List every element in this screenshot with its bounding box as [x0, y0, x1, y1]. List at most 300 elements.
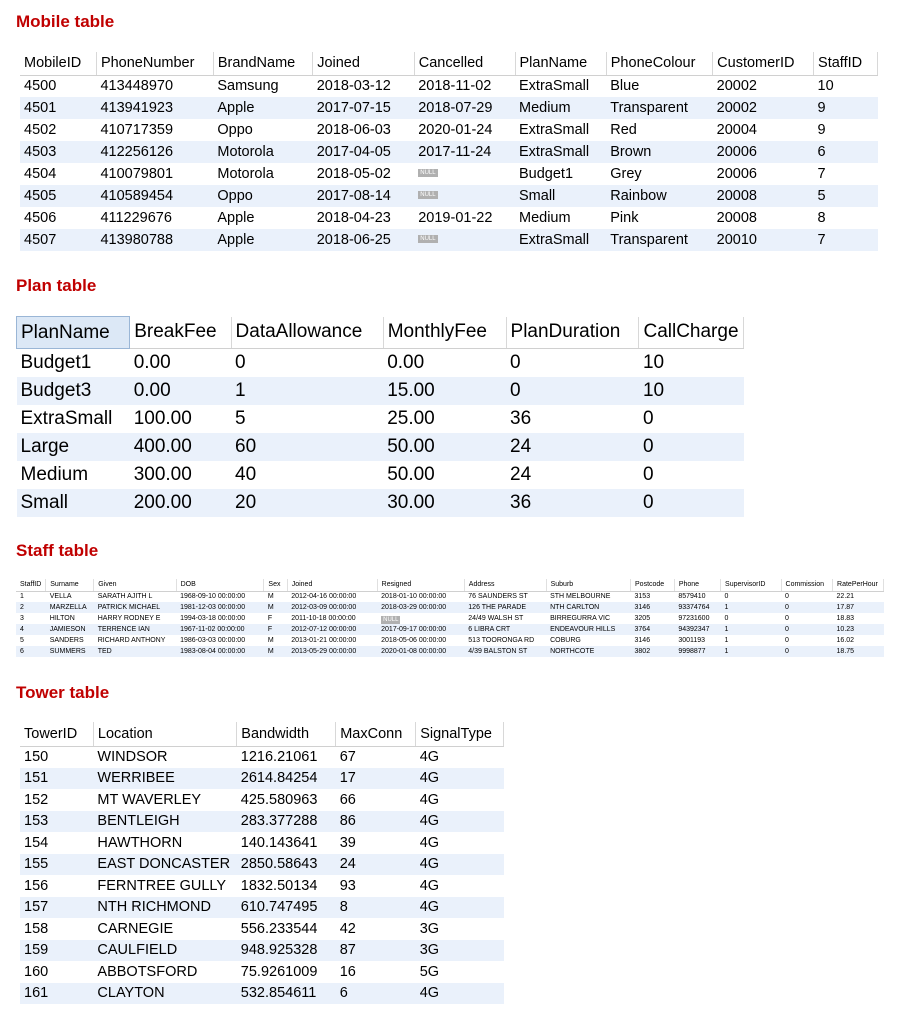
plan-cell: 300.00 [133, 463, 192, 485]
staff-cell: 2012-03-09 00:00:00 [287, 602, 377, 613]
tower-cell: CAULFIELD [93, 940, 236, 962]
tower-body [20, 746, 504, 1004]
staff-col-header: Address [464, 579, 546, 591]
tower-cell: 556.233544 [240, 920, 318, 937]
staff-col-header: Sex [264, 579, 287, 591]
tower-cell: 4G [416, 768, 504, 790]
staff-cell: 3153 [634, 593, 651, 601]
tower-table [20, 722, 504, 1004]
staff-cell: 1981-12-03 00:00:00 [176, 602, 264, 613]
null-marker: NULL [383, 617, 399, 623]
mobile-cell: 20006 [716, 166, 757, 182]
plan-col-header: PlanName [17, 317, 130, 349]
mobile-cell: 2018-06-25 [313, 229, 415, 251]
staff-cell: 0 [724, 593, 729, 601]
staff-header-row [16, 579, 884, 591]
plan-cell: Budget1 [20, 351, 92, 373]
staff-cell: 10.23 [833, 624, 884, 635]
plan-cell: Medium [20, 463, 89, 485]
staff-cell: F [264, 624, 287, 635]
staff-cell: 1986-03-03 00:00:00 [180, 637, 246, 644]
plan-cell: 0.00 [130, 377, 231, 405]
staff-cell: 16.02 [836, 637, 855, 644]
tower-cell: 160 [24, 963, 49, 980]
tower-cell: 5G [419, 963, 440, 980]
staff-cell: 18.83 [836, 615, 855, 622]
tower-col-header: Bandwidth [237, 722, 336, 746]
plan-cell: ExtraSmall [20, 407, 113, 429]
tower-row [20, 811, 504, 833]
null-marker: NULL [420, 170, 436, 176]
staff-row [16, 635, 884, 646]
plan-cell: 0 [642, 407, 654, 429]
staff-row [16, 591, 884, 602]
staff-col-header: Postcode [631, 579, 675, 591]
staff-cell: 5 [20, 637, 24, 644]
tower-cell: 1216.21061 [240, 749, 318, 765]
tower-cell: HAWTHORN [97, 834, 183, 851]
staff-cell: 6 LIBRA CRT [464, 624, 546, 635]
staff-row [16, 624, 884, 635]
staff-cell: 97231600 [678, 615, 710, 622]
staff-cell: 9998877 [674, 646, 720, 657]
tower-cell: 3G [416, 940, 504, 962]
plan-row [17, 405, 744, 433]
tower-row [20, 854, 504, 876]
mobile-cell: 413448970 [100, 78, 174, 95]
null-marker: NULL [420, 192, 436, 198]
mobile-cell: Blue [610, 78, 640, 95]
tower-cell: 156 [24, 877, 49, 894]
mobile-cell: Rainbow [606, 185, 712, 207]
tower-cell: 151 [20, 768, 93, 790]
plan-cell: 200.00 [130, 489, 231, 517]
mobile-col-header: MobileID [20, 52, 96, 75]
mobile-col-header: PhoneColour [606, 52, 712, 75]
tower-col-header: Location [93, 722, 236, 746]
tower-cell: 2850.58643 [237, 854, 336, 876]
staff-cell: 0 [785, 593, 789, 601]
mobile-col-header: CustomerID [713, 52, 814, 75]
mobile-cell: Apple [213, 97, 312, 119]
staff-cell: 3146 [631, 602, 675, 613]
tower-cell: 4G [419, 834, 440, 851]
mobile-row [20, 229, 878, 251]
mobile-cell: 9 [814, 97, 878, 119]
mobile-cell: 410589454 [96, 185, 213, 207]
mobile-cell: 6 [814, 141, 878, 163]
tower-cell: 140.143641 [240, 834, 318, 851]
mobile-cell: 4503 [20, 141, 96, 163]
plan-cell: 50.00 [387, 463, 435, 485]
staff-cell: 1967-11-02 00:00:00 [176, 624, 264, 635]
staff-cell: ENDEAVOUR HILLS [546, 624, 630, 635]
plan-col-header: PlanDuration [506, 317, 639, 349]
staff-cell: 24/49 WALSH ST [468, 615, 524, 622]
plan-cell: 0 [235, 351, 246, 373]
mobile-cell: ExtraSmall [519, 122, 590, 138]
mobile-cell: 4502 [24, 122, 57, 138]
mobile-cell: 411229676 [100, 210, 172, 226]
tower-cell: 154 [24, 834, 49, 851]
tower-cell: FERNTREE GULLY [97, 877, 227, 894]
mobile-cell: 4505 [20, 185, 96, 207]
staff-cell: 1 [721, 602, 781, 613]
mobile-table [20, 52, 878, 251]
staff-col-header: Commission [781, 579, 833, 591]
mobile-cell: 413941923 [96, 97, 213, 119]
plan-cell: 50.00 [383, 433, 506, 461]
staff-col-header: Surname [46, 579, 94, 591]
tower-cell: 66 [339, 791, 356, 808]
staff-cell: TED [94, 646, 176, 657]
staff-cell: 513 TOORONGA RD [468, 637, 535, 644]
staff-cell: SANDERS [49, 637, 84, 644]
staff-cell: 3802 [631, 646, 675, 657]
plan-col-header: DataAllowance [231, 317, 383, 349]
mobile-cell: 4504 [24, 166, 57, 182]
staff-row [16, 602, 884, 613]
mobile-cell: ExtraSmall [515, 229, 606, 251]
tower-cell: 16 [339, 963, 356, 980]
staff-cell: 4/39 BALSTON ST [464, 646, 546, 657]
tower-row [20, 897, 504, 919]
plan-row [17, 489, 744, 517]
tower-cell: 17 [336, 768, 416, 790]
tower-row [20, 768, 504, 790]
tower-cell: CARNEGIE [97, 920, 174, 937]
tower-cell: 87 [336, 940, 416, 962]
staff-cell: HARRY RODNEY E [97, 615, 161, 622]
mobile-cell: Samsung [217, 78, 279, 95]
staff-table [16, 579, 884, 657]
tower-cell: 158 [24, 920, 49, 937]
plan-row [17, 349, 744, 377]
mobile-cell: 2018-03-12 [316, 78, 391, 95]
mobile-cell: 10 [817, 78, 834, 95]
plan-cell: 10 [642, 351, 665, 373]
tower-cell: 3G [419, 920, 440, 937]
staff-cell: 0 [781, 646, 833, 657]
tower-cell: BENTLEIGH [93, 811, 236, 833]
tower-row [20, 918, 504, 940]
mobile-cell: Red [610, 122, 637, 138]
staff-cell: 93374764 [674, 602, 720, 613]
plan-cell: 15.00 [383, 377, 506, 405]
mobile-cell: Oppo [217, 122, 253, 138]
plan-row [17, 461, 744, 489]
mobile-row [20, 75, 878, 97]
tower-cell: 4G [419, 791, 440, 808]
staff-cell: 2018-05-06 00:00:00 [381, 637, 447, 644]
plan-table [16, 316, 744, 517]
tower-cell: 532.854611 [237, 983, 336, 1005]
mobile-cell: 20008 [713, 185, 814, 207]
mobile-col-header: Cancelled [414, 52, 515, 75]
mobile-row [20, 207, 878, 229]
mobile-cell [414, 163, 515, 185]
staff-col-header: DOB [176, 579, 264, 591]
plan-cell: 36 [506, 489, 639, 517]
staff-col-header: Suburb [546, 579, 630, 591]
staff-cell: HILTON [49, 615, 75, 622]
staff-cell: 1 [20, 593, 24, 601]
mobile-cell: 410717359 [100, 122, 174, 138]
plan-cell: 24 [510, 463, 532, 485]
staff-cell: 17.87 [833, 602, 884, 613]
mobile-cell: 2020-01-24 [418, 122, 493, 138]
mobile-table-title: Mobile table [16, 12, 115, 31]
staff-cell: 22.21 [836, 593, 855, 601]
mobile-cell: 20002 [713, 97, 814, 119]
mobile-cell: Medium [515, 97, 606, 119]
staff-cell: 76 SAUNDERS ST [468, 593, 528, 601]
mobile-col-header: StaffID [814, 52, 878, 75]
plan-cell: Budget3 [17, 377, 130, 405]
staff-col-header: RatePerHour [833, 579, 884, 591]
staff-cell: 1968-09-10 00:00:00 [180, 593, 246, 601]
staff-col-header: Phone [674, 579, 720, 591]
mobile-cell: 4507 [20, 229, 96, 251]
tower-cell: 4G [416, 897, 504, 919]
staff-cell: 2012-07-12 00:00:00 [287, 624, 377, 635]
mobile-cell: 413980788 [96, 229, 213, 251]
staff-cell: 0 [781, 602, 833, 613]
tower-cell: 93 [339, 877, 356, 894]
mobile-cell: Medium [519, 210, 571, 226]
staff-cell: 2018-01-10 00:00:00 [381, 593, 447, 601]
plan-cell: 10 [639, 377, 744, 405]
tower-cell: 24 [336, 854, 416, 876]
mobile-cell: 5 [814, 185, 878, 207]
mobile-header-row [20, 52, 878, 75]
staff-cell: VELLA [49, 593, 72, 601]
staff-cell: 3001193 [678, 637, 706, 644]
mobile-cell: 20002 [716, 78, 757, 95]
tower-cell: 4G [416, 983, 504, 1005]
staff-cell: SARATH AJITH L [97, 593, 153, 601]
mobile-cell: Apple [217, 210, 255, 226]
staff-cell: 2 [16, 602, 46, 613]
tower-cell: 425.580963 [240, 791, 318, 808]
tower-row [20, 789, 504, 811]
plan-cell: 30.00 [383, 489, 506, 517]
staff-cell: 4 [16, 624, 46, 635]
mobile-cell: 2017-08-14 [313, 185, 415, 207]
mobile-cell: ExtraSmall [515, 141, 606, 163]
tower-row [20, 832, 504, 854]
staff-cell: M [267, 637, 274, 644]
mobile-cell: Small [515, 185, 606, 207]
plan-cell: 400.00 [130, 433, 231, 461]
plan-col-header: MonthlyFee [383, 317, 506, 349]
mobile-col-header: PlanName [515, 52, 606, 75]
mobile-cell: Transparent [606, 97, 712, 119]
staff-table-title: Staff table [16, 541, 99, 560]
mobile-cell: 2017-11-24 [414, 141, 515, 163]
mobile-cell: Motorola [217, 166, 274, 182]
mobile-cell: 20008 [716, 210, 757, 226]
mobile-cell: 4501 [20, 97, 96, 119]
tower-cell: 150 [24, 749, 49, 765]
mobile-cell: 4506 [24, 210, 57, 226]
mobile-cell: Budget1 [519, 166, 574, 182]
mobile-cell: ExtraSmall [519, 78, 590, 95]
mobile-cell: 2018-06-03 [316, 122, 391, 138]
mobile-cell: 2018-11-02 [418, 78, 492, 95]
staff-cell [377, 613, 464, 624]
tower-cell: 75.9261009 [240, 963, 318, 980]
tower-header-row [20, 722, 504, 746]
tower-cell: NTH RICHMOND [93, 897, 236, 919]
staff-cell: 1983-08-04 00:00:00 [176, 646, 264, 657]
staff-cell: RICHARD ANTHONY [97, 637, 166, 644]
mobile-cell: 8 [817, 210, 826, 226]
mobile-cell: Apple [213, 229, 312, 251]
mobile-cell: 20010 [713, 229, 814, 251]
tower-cell: WINDSOR [97, 749, 168, 765]
tower-cell: 4G [416, 811, 504, 833]
staff-cell: NTH CARLTON [546, 602, 630, 613]
mobile-cell: 20006 [713, 141, 814, 163]
staff-cell: 3146 [634, 637, 651, 644]
plan-cell: 5 [235, 407, 246, 429]
plan-row [17, 433, 744, 461]
staff-cell: 2013-05-29 00:00:00 [287, 646, 377, 657]
mobile-cell: 7 [817, 166, 826, 182]
staff-cell: F [267, 615, 273, 622]
staff-cell: 2011-10-18 00:00:00 [291, 615, 356, 622]
tower-row [20, 961, 504, 983]
mobile-row [20, 185, 878, 207]
plan-row [17, 377, 744, 405]
tower-table-title: Tower table [16, 683, 110, 702]
mobile-cell: Oppo [213, 185, 312, 207]
plan-table-title: Plan table [16, 276, 97, 295]
staff-cell: 3 [20, 615, 24, 622]
plan-cell: 36 [510, 407, 532, 429]
staff-cell: 3764 [631, 624, 675, 635]
plan-cell: 0.00 [133, 351, 171, 373]
staff-cell: NORTHCOTE [546, 646, 630, 657]
plan-cell: 0 [642, 463, 654, 485]
staff-cell: 2012-04-16 00:00:00 [291, 593, 357, 601]
plan-cell: 40 [235, 463, 257, 485]
mobile-cell: 2017-04-05 [313, 141, 415, 163]
mobile-row [20, 119, 878, 141]
mobile-cell: 4500 [24, 78, 57, 95]
plan-cell: 0 [506, 377, 639, 405]
staff-cell: 1994-03-18 00:00:00 [180, 615, 246, 622]
plan-cell: 1 [231, 377, 383, 405]
tower-cell: 67 [339, 749, 356, 765]
tower-cell: 152 [24, 791, 49, 808]
tower-cell: 4G [416, 854, 504, 876]
tower-col-header: MaxConn [336, 722, 416, 746]
tower-col-header: SignalType [416, 722, 504, 746]
staff-col-header: StaffID [16, 579, 46, 591]
mobile-cell: 2019-01-22 [418, 210, 493, 226]
tower-cell: 42 [339, 920, 356, 937]
staff-col-header: Given [94, 579, 176, 591]
staff-cell: BIRREGURRA VIC [550, 615, 610, 622]
mobile-row [20, 141, 878, 163]
mobile-cell: Pink [610, 210, 639, 226]
tower-cell: 4G [419, 749, 440, 765]
plan-col-header: CallCharge [639, 317, 744, 349]
plan-cell: 60 [231, 433, 383, 461]
tower-cell: 2614.84254 [237, 768, 336, 790]
staff-cell: 2017-09-17 00:00:00 [377, 624, 464, 635]
mobile-cell [414, 229, 515, 251]
tower-cell: 155 [20, 854, 93, 876]
mobile-cell: 2018-05-02 [316, 166, 391, 182]
staff-cell: 2018-03-29 00:00:00 [377, 602, 464, 613]
staff-cell: 94392347 [674, 624, 720, 635]
tower-row [20, 983, 504, 1005]
tower-row [20, 746, 504, 768]
mobile-cell: 9 [817, 122, 826, 138]
staff-cell: TERRENCE IAN [94, 624, 176, 635]
plan-cell: 25.00 [387, 407, 435, 429]
plan-header-row [17, 317, 744, 349]
tower-cell: EAST DONCASTER [93, 854, 236, 876]
mobile-row [20, 97, 878, 119]
plan-cell: 0 [510, 351, 521, 373]
mobile-cell: Grey [610, 166, 642, 182]
tower-row [20, 940, 504, 962]
plan-cell: 0.00 [387, 351, 425, 373]
tower-cell: ABBOTSFORD [97, 963, 198, 980]
mobile-cell: 410079801 [100, 166, 174, 182]
tower-cell: MT WAVERLEY [97, 791, 202, 808]
plan-cell: Small [17, 489, 130, 517]
mobile-cell: 2018-04-23 [316, 210, 391, 226]
staff-cell: 0 [785, 615, 789, 622]
mobile-col-header: PhoneNumber [96, 52, 213, 75]
staff-cell: 8579410 [678, 593, 706, 601]
tower-cell: 86 [336, 811, 416, 833]
staff-cell: PATRICK MICHAEL [94, 602, 176, 613]
mobile-cell: 7 [814, 229, 878, 251]
tower-cell: 161 [20, 983, 93, 1005]
mobile-col-header: Joined [313, 52, 415, 75]
tower-cell: 39 [339, 834, 356, 851]
plan-cell: 20 [231, 489, 383, 517]
plan-cell: 100.00 [133, 407, 192, 429]
mobile-cell: Motorola [213, 141, 312, 163]
tower-cell: WERRIBEE [93, 768, 236, 790]
staff-cell: 126 THE PARADE [464, 602, 546, 613]
staff-col-header: SupervisorID [721, 579, 781, 591]
staff-cell: 1 [721, 624, 781, 635]
plan-cell: 0 [639, 433, 744, 461]
staff-cell: 0 [781, 624, 833, 635]
staff-col-header: Resigned [377, 579, 464, 591]
staff-cell: 3205 [634, 615, 651, 622]
mobile-cell: 412256126 [96, 141, 213, 163]
staff-cell: SUMMERS [46, 646, 94, 657]
plan-col-header: BreakFee [130, 317, 231, 349]
tower-cell: 283.377288 [237, 811, 336, 833]
staff-body [16, 591, 884, 657]
plan-cell: Large [17, 433, 130, 461]
plan-body [17, 349, 744, 517]
staff-cell: 2020-01-08 00:00:00 [377, 646, 464, 657]
tower-cell: 153 [20, 811, 93, 833]
staff-cell: MARZELLA [46, 602, 94, 613]
staff-cell: STH MELBOURNE [550, 593, 611, 601]
